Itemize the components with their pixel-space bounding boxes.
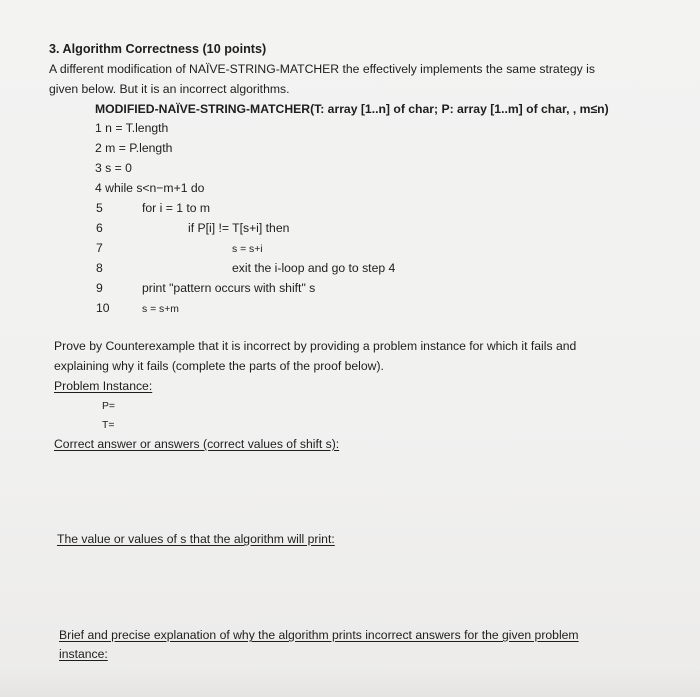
explanation-label-line-2: instance: <box>59 647 108 661</box>
line-number-8: 8 <box>96 261 103 275</box>
algorithm-line-5: for i = 1 to m <box>142 201 211 215</box>
algorithm-header: MODIFIED-NAÏVE-STRING-MATCHER(T: array [1..n] of char; P: array [1..m] of char, , m≤n) <box>95 102 609 116</box>
algorithm-line-7: s = s+i <box>232 244 263 255</box>
line-number-10: 10 <box>96 301 110 315</box>
algorithm-line-8: exit the i-loop and go to step 4 <box>232 261 396 275</box>
printed-values-label: The value or values of s that the algorithm will print: <box>57 532 335 546</box>
problem-instance-label: Problem Instance: <box>54 379 153 393</box>
algorithm-line-6: if P[i] != T[s+i] then <box>188 221 290 235</box>
algorithm-line-1: 1 n = T.length <box>95 121 169 135</box>
t-field-label: T= <box>102 420 115 431</box>
p-field-label: P= <box>102 401 115 412</box>
task-line-2: explaining why it fails (complete the parts of the proof below). <box>54 359 384 373</box>
page-shadow <box>0 668 700 697</box>
algorithm-line-3: 3 s = 0 <box>95 161 132 175</box>
line-number-7: 7 <box>96 241 103 255</box>
intro-line-2: given below. But it is an incorrect algorithms. <box>49 82 290 96</box>
algorithm-line-4: 4 while s<n−m+1 do <box>95 181 205 195</box>
algorithm-line-2: 2 m = P.length <box>95 141 173 155</box>
line-number-5: 5 <box>96 201 103 215</box>
line-number-9: 9 <box>96 281 103 295</box>
line-number-6: 6 <box>96 221 103 235</box>
correct-answers-label: Correct answer or answers (correct values of shift s): <box>54 437 340 451</box>
task-line-1: Prove by Counterexample that it is incorrect by providing a problem instance for which it fails and <box>54 339 577 353</box>
algorithm-line-10: s = s+m <box>142 304 179 315</box>
explanation-label-line-1: Brief and precise explanation of why the algorithm prints incorrect answers for the given problem <box>59 628 579 642</box>
intro-line-1: A different modification of NAÏVE-STRING-MATCHER the effectively implements the same strategy is <box>49 62 595 76</box>
algorithm-line-9: print "pattern occurs with shift" s <box>142 281 316 295</box>
question-title: 3. Algorithm Correctness (10 points) <box>49 42 267 56</box>
